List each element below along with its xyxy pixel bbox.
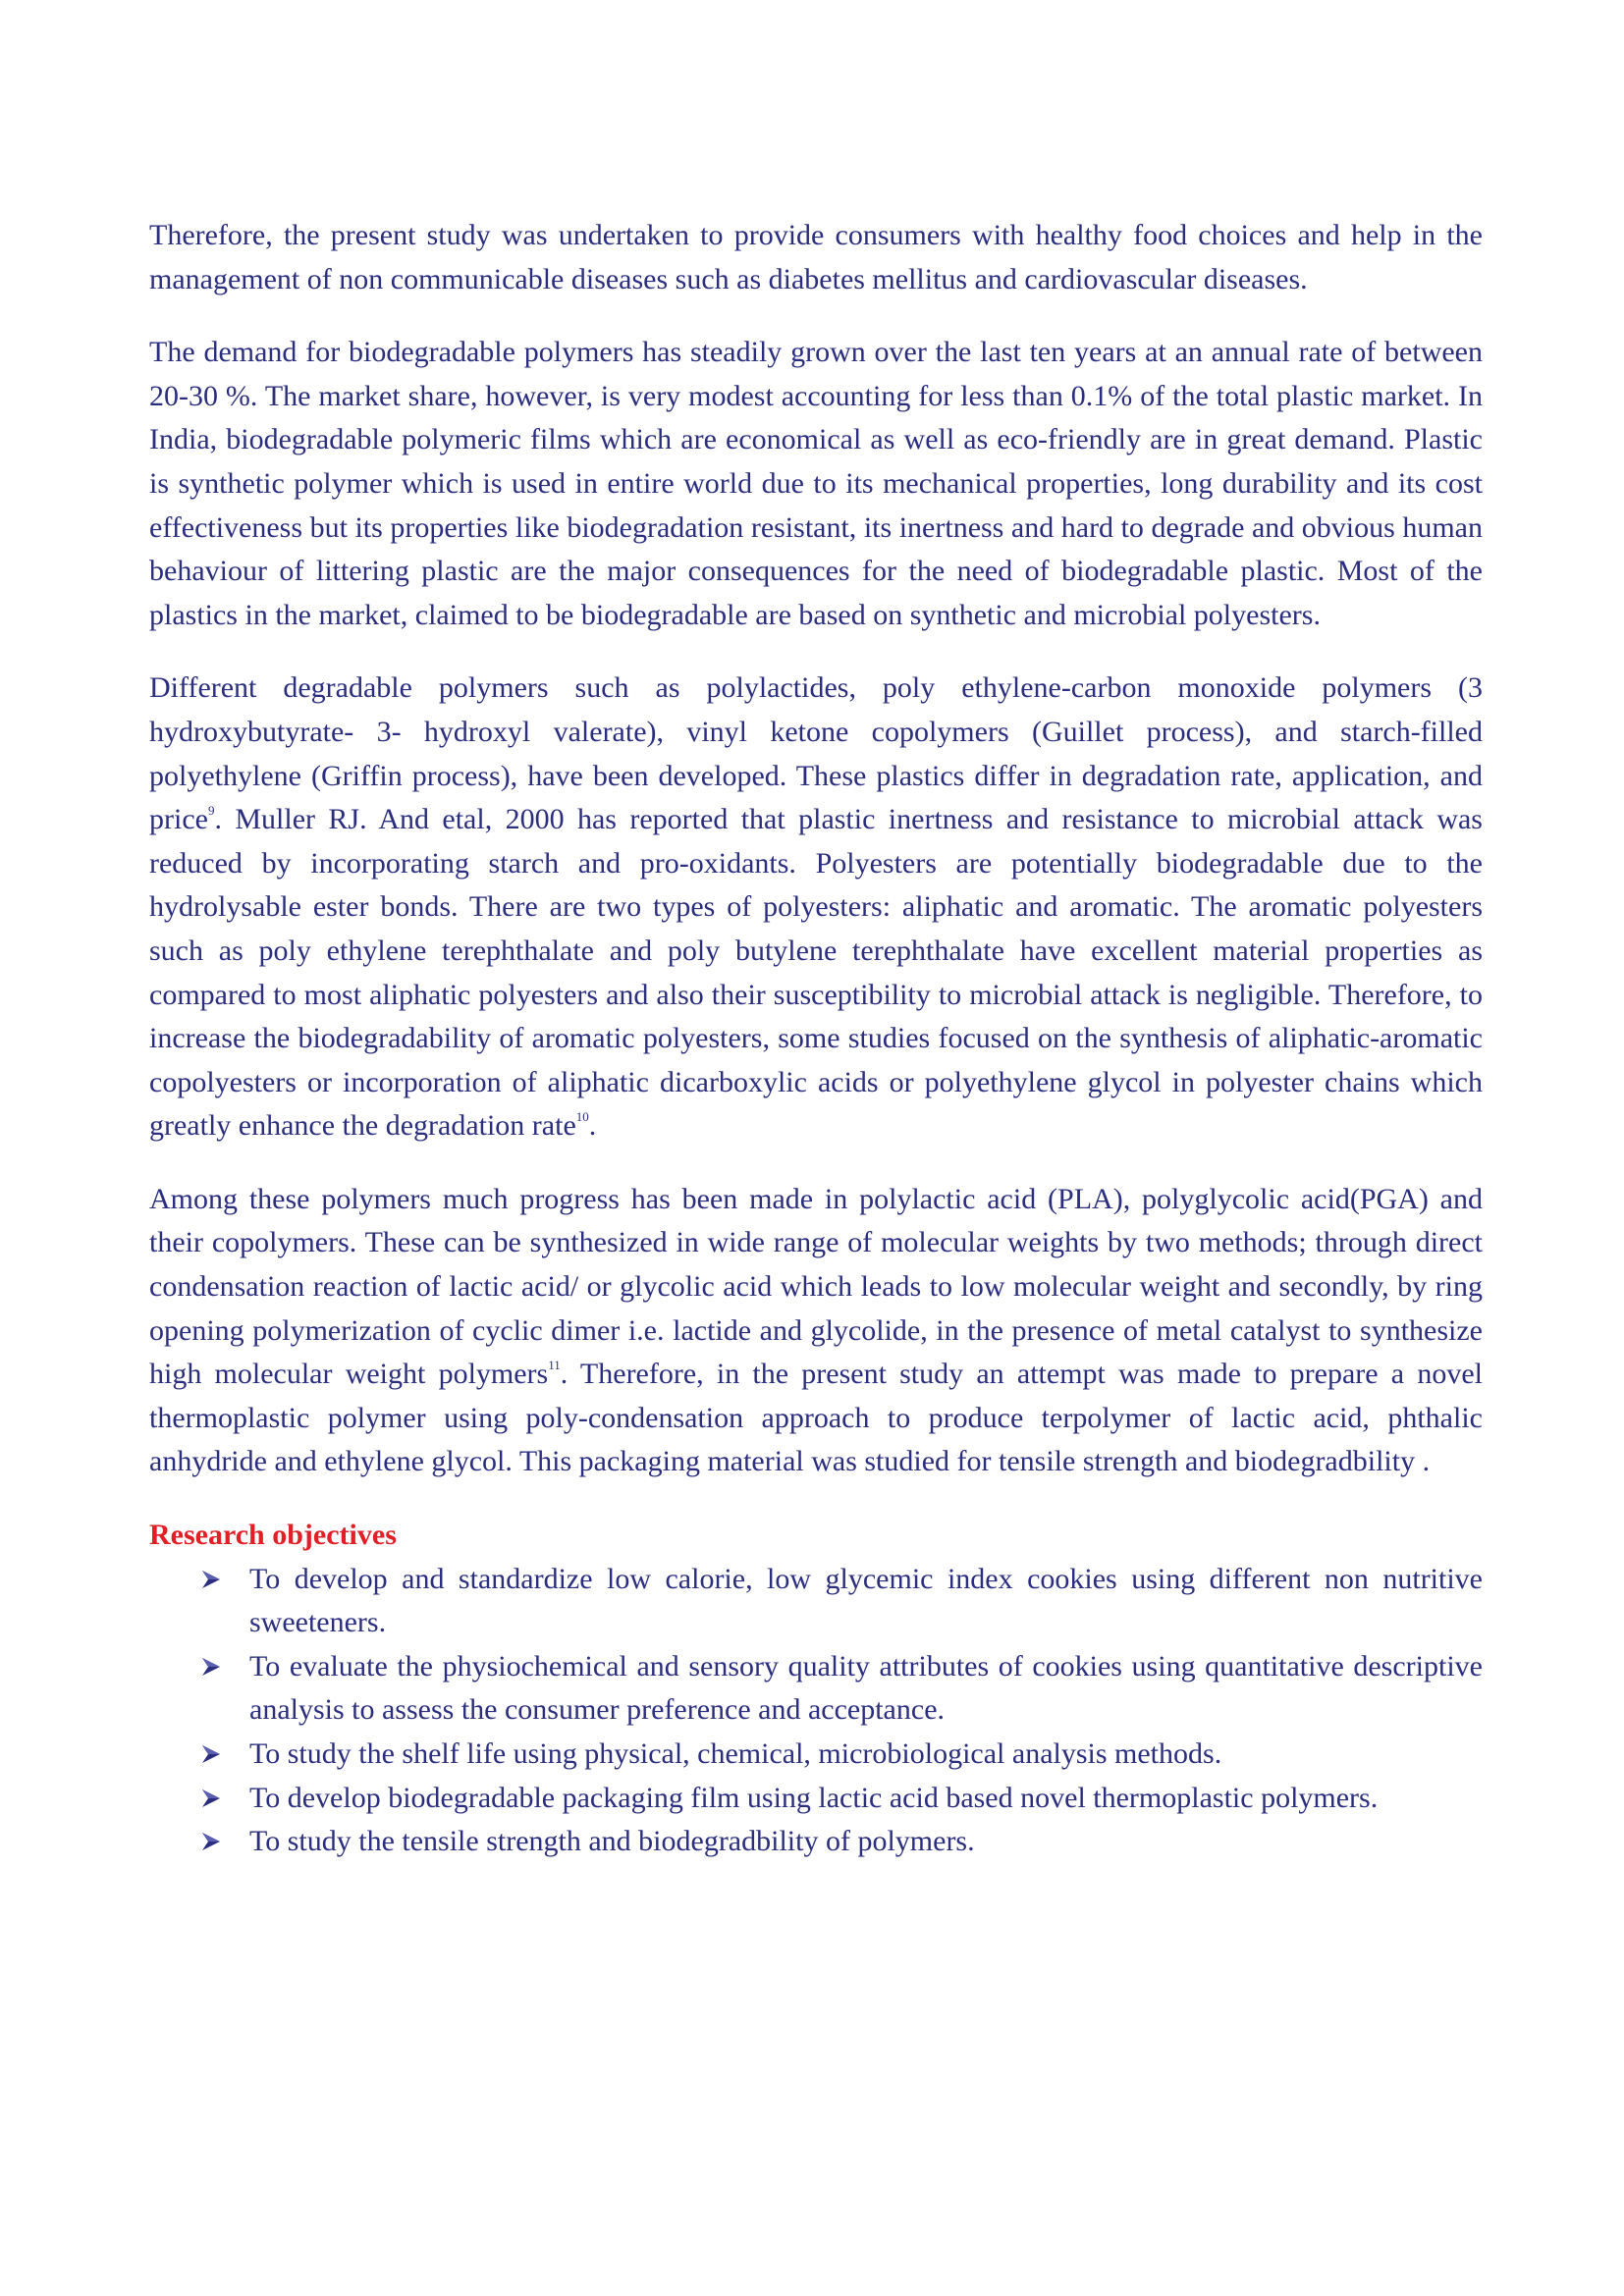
paragraph-degradable-polymers xyxy=(149,667,1483,1148)
arrowhead-bullet-icon xyxy=(200,1645,224,1689)
list-item-text: To develop and standardize low calorie, low glycemic index cookies using different non nutritive sweeteners. xyxy=(249,1562,1483,1639)
research-objectives-section xyxy=(149,1514,1483,1864)
list-item xyxy=(200,1558,1483,1645)
document-page xyxy=(149,214,1483,1864)
reference-superscript: 10 xyxy=(575,1109,589,1125)
arrowhead-bullet-icon xyxy=(200,1733,224,1777)
paragraph-pla-pga xyxy=(149,1178,1483,1484)
list-item xyxy=(200,1645,1483,1733)
paragraph-text: . xyxy=(588,1109,597,1143)
paragraph-text: Different degradable polymers such as polylactides, poly ethylene-carbon monoxide polymers (3 hydroxybutyrate- 3- hydroxyl valerate), vinyl ketone copolymers (Guillet process), and starch-filled polyethylene (Griffin process), have been developed. These plastics differ in degradation rate, application, and price xyxy=(149,671,1483,836)
list-item xyxy=(200,1733,1483,1777)
arrowhead-bullet-icon xyxy=(200,1820,224,1864)
paragraph-study-purpose xyxy=(149,214,1483,301)
list-item-text: To evaluate the physiochemical and sensory quality attributes of cookies using quantitative descriptive analysis to assess the consumer preference and acceptance. xyxy=(249,1649,1483,1727)
reference-superscript: 11 xyxy=(548,1358,561,1373)
arrowhead-bullet-icon xyxy=(200,1558,224,1602)
paragraph-text: . Therefore, in the present study an attempt was made to prepare a novel thermoplastic polymer using poly-condensation approach to produce terpolymer of lactic acid, phthalic anhydride and ethylene glycol. This packaging material was studied for tensile strength and biodegradbility . xyxy=(149,1358,1483,1478)
list-item xyxy=(200,1820,1483,1864)
arrowhead-bullet-icon xyxy=(200,1777,224,1821)
paragraph-biodegradable-demand xyxy=(149,331,1483,637)
list-item-text: To study the shelf life using physical, chemical, microbiological analysis methods. xyxy=(249,1737,1222,1770)
objectives-list xyxy=(149,1558,1483,1864)
paragraph-text: Therefore, the present study was undertaken to provide consumers with healthy food choices and help in the management of non communicable diseases such as diabetes mellitus and cardiovascular diseases. xyxy=(149,219,1483,295)
paragraph-text: Among these polymers much progress has been made in polylactic acid (PLA), polyglycolic acid(PGA) and their copolymers. These can be synthesized in wide range of molecular weights by two methods; through direct condensation reaction of lactic acid/ or glycolic acid which leads to low molecular weight and secondly, by ring opening polymerization of cyclic dimer i.e. lactide and glycolide, in the presence of metal catalyst to synthesize high molecular weight polymers xyxy=(149,1182,1483,1391)
section-heading: Research objectives xyxy=(149,1519,397,1552)
reference-superscript: 9 xyxy=(207,803,215,819)
paragraph-text: The demand for biodegradable polymers has steadily grown over the last ten years at an annual rate of between 20-30 %. The market share, however, is very modest accounting for less than 0.1% of the total plastic market. In India, biodegradable polymeric films which are economical as well as eco-friendly are in great demand. Plastic is synthetic polymer which is used in entire world due to its mechanical properties, long durability and its cost effectiveness but its properties like biodegradation resistant, its inertness and hard to degrade and obvious human behaviour of littering plastic are the major consequences for the need of biodegradable plastic. Most of the plastics in the market, claimed to be biodegradable are based on synthetic and microbial polyesters. xyxy=(149,336,1483,631)
paragraph-text: . Muller RJ. And etal, 2000 has reported that plastic inertness and resistance to microbial attack was reduced by incorporating starch and pro-oxidants. Polyesters are potentially biodegradable due to the hydrolysable ester bonds. There are two types of polyesters: aliphatic and aromatic. The aromatic polyesters such as poly ethylene terephthalate and poly butylene terephthalate have excellent material properties as compared to most aliphatic polyesters and also their susceptibility to microbial attack is negligible. Therefore, to increase the biodegradability of aromatic polyesters, some studies focused on the synthesis of aliphatic-aromatic copolyesters or incorporation of aliphatic dicarboxylic acids or polyethylene glycol in polyester chains which greatly enhance the degradation rate xyxy=(149,803,1483,1143)
list-item xyxy=(200,1777,1483,1821)
list-item-text: To develop biodegradable packaging film using lactic acid based novel thermoplastic polymers. xyxy=(249,1781,1379,1814)
list-item-text: To study the tensile strength and biodegradbility of polymers. xyxy=(249,1825,975,1858)
